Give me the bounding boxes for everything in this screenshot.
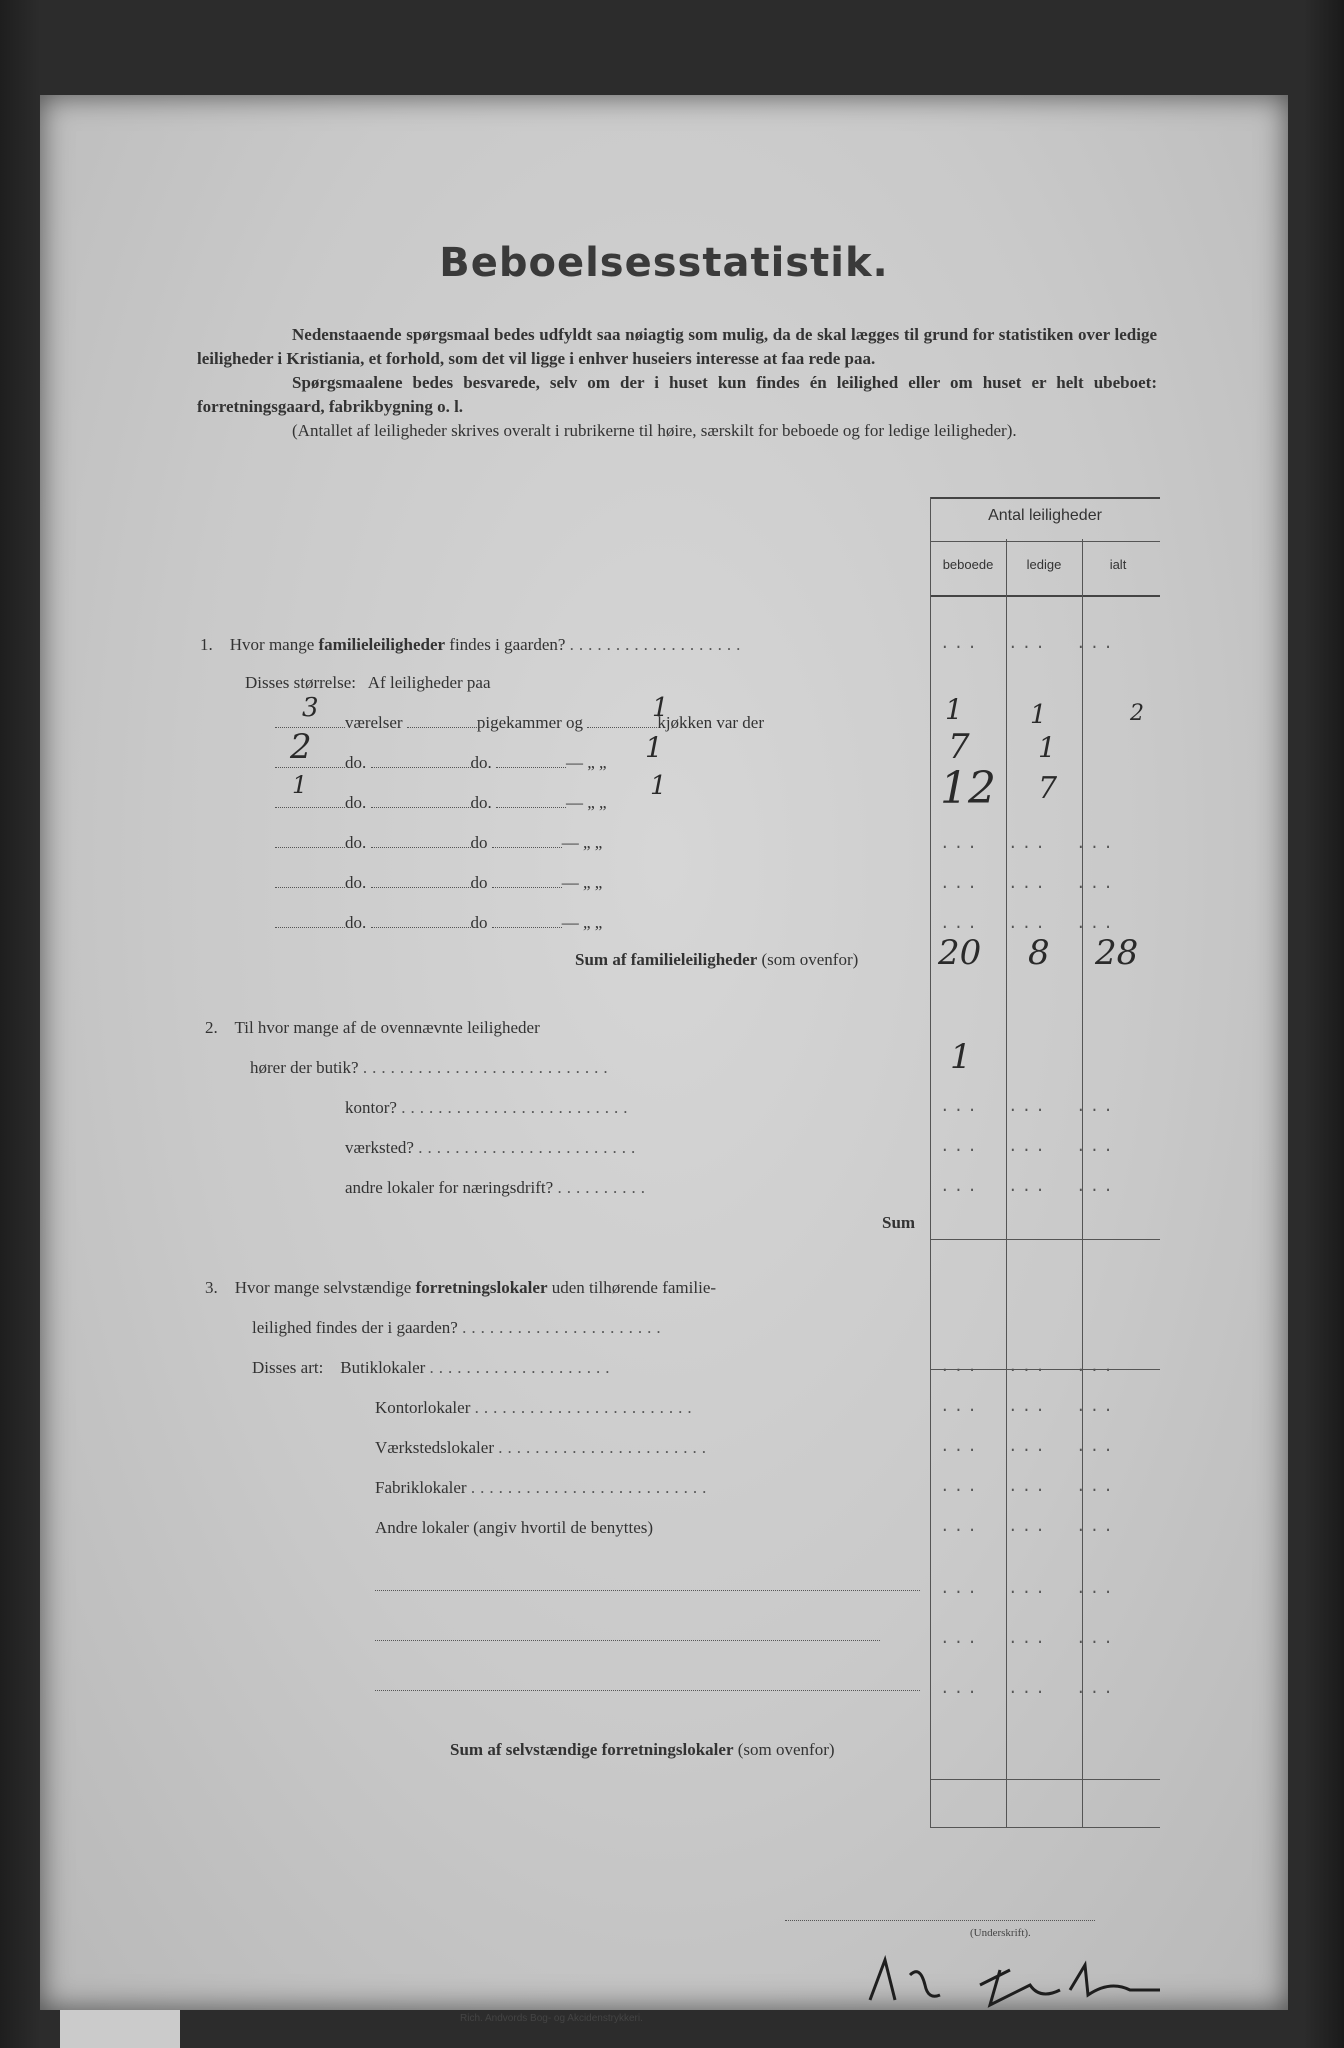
column-header-divider: [930, 541, 1160, 542]
q1-sum-ledige: 8: [1028, 933, 1050, 973]
q3-question: 3. Hvor mange selvstændige forretningslokaler uden tilhørende familie-: [205, 1278, 717, 1297]
q3-item-vaerksted: Værkstedslokaler .......................: [375, 1438, 711, 1457]
q1-row-4: do. do — „ „: [275, 833, 602, 853]
q2-item-kontor: kontor? .........................: [345, 1098, 633, 1117]
q1-row-5: do. do — „ „: [275, 873, 602, 893]
signature-label: (Underskrift).: [970, 1927, 1031, 1939]
q2-question: 2. Til hvor mange af de ovennævnte leiligheder: [205, 1018, 540, 1037]
q1-row-3-rooms: 1: [292, 771, 308, 799]
q3-blank-line-1: [375, 1590, 920, 1591]
intro-paragraph-2: Spørgsmaalene bedes besvarede, selv om der i huset kun findes én leilighed eller om huset er helt ubeboet: forretningsgaard, fabrikbygning o. l.: [197, 373, 1157, 416]
q3-sum-label: Sum af selvstændige forretningslokaler (som ovenfor): [450, 1740, 835, 1759]
q2-butik-beboede: 1: [950, 1037, 972, 1077]
q2-sum: Sum: [882, 1213, 916, 1232]
q3-item-andre: Andre lokaler (angiv hvortil de benyttes): [375, 1518, 654, 1537]
intro-paragraph-3: (Antallet af leiligheder skrives overalt i rubrikerne til høire, særskilt for beboede og for ledige leiligheder).: [292, 421, 1017, 440]
column-line-left: [930, 497, 931, 1827]
intro-paragraph-1: Nedenstaaende spørgsmaal bedes udfyldt saa nøiagtig som mulig, da de skal lægges til grund for statistiken over ledige leiligheder i Kristiania, et forhold, som det vil ligge i enhver huseiers interesse at faa rede paa.: [197, 325, 1157, 368]
q3-art-label: Disses art: Butiklokaler ....................: [252, 1358, 615, 1377]
line-q3-bottom: [930, 1827, 1160, 1828]
printer-credit: Rich. Andvords Bog- og Akcidenstrykkeri.: [460, 2013, 643, 2024]
q1-row-1: værelser pigekammer og kjøkken var der: [275, 713, 764, 733]
q1-row-2-kitchen: 1: [645, 731, 663, 764]
sum-line-q2: [930, 1239, 1160, 1240]
form-title: Beboelsesstatistik.: [439, 240, 889, 286]
line-q3-sum: [930, 1779, 1160, 1780]
q1-row-3-ledige: 7: [1038, 771, 1058, 806]
column-ialt-label: ialt: [1109, 557, 1127, 572]
q1-question: 1. Hvor mange familieleiligheder findes i gaarden? ...................: [200, 635, 746, 654]
q1-size-label: Disses størrelse: Af leiligheder paa: [245, 673, 491, 692]
q1-sum-label: Sum af familieleiligheder (som ovenfor): [575, 950, 859, 969]
q1-row-1-kitchen: 1: [652, 693, 669, 723]
q2-item-butik: hører der butik? ...........................: [250, 1058, 613, 1077]
column-header: [930, 497, 1160, 597]
q1-row-2-ledige: 1: [1038, 731, 1056, 764]
q1-row-2: do. do. — „ „: [275, 753, 607, 773]
form-sheet: Beboelsesstatistik. Nedenstaaende spørgsmaal bedes udfyldt saa nøiagtig som mulig, da de skal lægges til grund for statistiken over ledige leiligheder i Kristiania, et forhold, som det vil ligge i enhver huseiers interesse at faa rede paa. Spørgsmaalene bedes besvarede, selv om der i huset kun findes én leilighed eller om huset er helt ubeboet: forretningsgaard, fabrikbygning o. l. (Antallet af leiligheder skrives overalt i rubrikerne til høire, særskilt for beboede og for ledige leiligheder). Antal leiligheder beboede ledige ialt 1. Hvor mange familieleiligheder findes i gaarden? ................... ... ... ... Disses størrelse: Af leiligheder paa værelser pigekammer og kjøkken var der 3 1 1 1 2 do. do. — „ „ 2 1 7 1 do. do. — „ „ 1 1 12 7 do. do — „ „ do. do — „ „ do. do — „ „ ... ... ... ... ... ... ... ... ... Sum af familieleiligheder (som ovenfor) 20 8 28 2. Til hvor mange af de ovennævnte leiligheder hører der butik? ........................... 1 kontor? ......................... værksted? ........................ andre lokaler for næringsdrift? .......... ... ... ... ... ... ... ... ... ... Sum 3. Hvor mange selvstændige forretningslokaler uden tilhørende familie- leilighed findes der i gaarden? ...................... Disses art: Butiklokaler .................... Kontorlokaler ........................ Værkstedslokaler ....................... Fabriklokaler .......................... Andre lokaler (angiv hvortil de benyttes) ... ... ... ... ... ... ... ... ... ... ... ... ... ... ... ... ... ... ... ... ... ... ... ... Sum af selvstændige forretningslokaler (som ovenfor) (Underskrift). Rich. Andvords Bog- og Akcidenstrykkeri.: [40, 95, 1288, 2010]
q1-sum-beboede: 20: [938, 933, 982, 973]
q1-row-3: do. do. — „ „: [275, 793, 607, 813]
q1-row-1-beboede: 1: [945, 693, 963, 726]
intro-text: [197, 323, 1157, 443]
q3-item-fabrik: Fabriklokaler ..........................: [375, 1478, 712, 1497]
q1-row-1-mark: 2: [1130, 701, 1144, 726]
q1-sum-ialt: 28: [1095, 933, 1139, 973]
q3-item-kontor: Kontorlokaler ........................: [375, 1398, 697, 1417]
signature-line: [785, 1920, 1095, 1921]
q1-row-3-beboede: 12: [940, 763, 996, 814]
q1-row-6: do. do — „ „: [275, 913, 602, 933]
column-ledige-label: ledige: [1026, 557, 1062, 572]
q1-row-2-beboede: 7: [948, 727, 970, 767]
q2-item-andre: andre lokaler for næringsdrift? ..........: [345, 1178, 650, 1197]
column-beboede-label: beboede: [942, 557, 994, 572]
q2-item-vaerksted: værksted? ........................: [345, 1138, 641, 1157]
q1-row-3-kitchen: 1: [650, 771, 667, 801]
q3-question-line2: leilighed findes der i gaarden? ......................: [252, 1318, 666, 1337]
q3-item-butik: Butiklokaler: [340, 1358, 426, 1377]
q1-row-2-rooms: 2: [290, 727, 312, 767]
q3-blank-line-3: [375, 1690, 920, 1691]
handwritten-signature: [860, 1955, 1200, 2015]
q1-row-1-rooms: 3: [302, 693, 319, 723]
q3-blank-line-2: [375, 1640, 880, 1641]
column-header-title: Antal leiligheder: [988, 507, 1102, 524]
q1-row-1-ledige: 1: [1030, 700, 1047, 730]
